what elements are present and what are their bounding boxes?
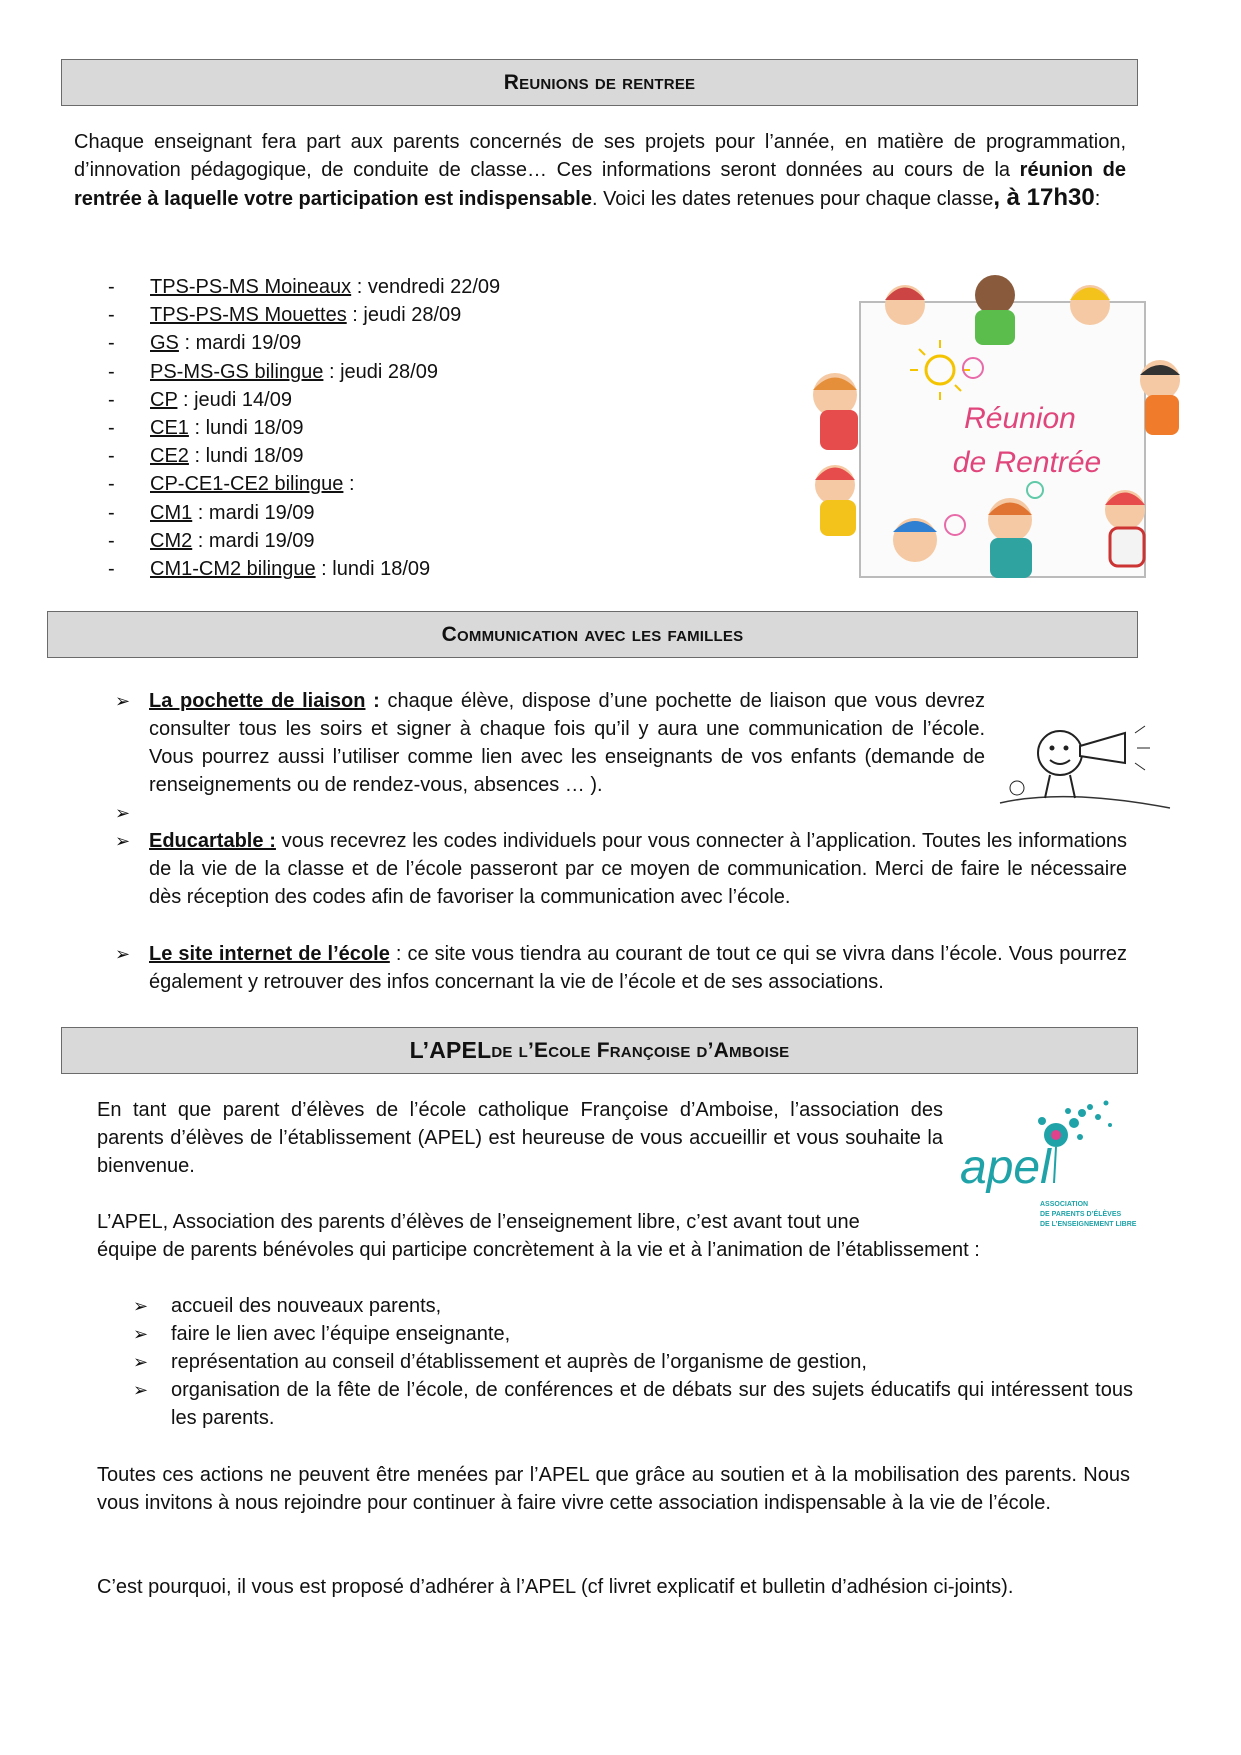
communication-item-site: ➢ Le site internet de l’école : ce site vous tiendra au courant de tout ce qui se vivra dans l’école. Vous pourrez également y retrouver des infos concernant la vie de l’école et de ses associations. <box>115 940 1127 996</box>
list-item: - GS : mardi 19/09 <box>108 332 302 355</box>
apel-logo-word: apel <box>960 1141 1051 1194</box>
section-header-communication <box>47 611 1138 658</box>
reunions-intro: Chaque enseignant fera part aux parents concernés de ses projets pour l’année, en matière de programmation, d’innovation pédagogique, de conduite de classe… Ces informations seront données au cours de la réunion de rentrée à laquelle votre participation est indispensable. Voici les dates retenues pour chaque classe, à 17h30: <box>74 131 1126 211</box>
communication-item-pochette: ➢ La pochette de liaison : chaque élève, dispose d’une pochette de liaison que vous devrez consulter tous les soirs et signer à chaque fois qu’il y aura une communication de l’école. Vous pourrez aussi l’utiliser comme lien avec les enseignants de vos enfants (demande de renseignements ou de rendez-vous, absences … ). <box>115 687 985 799</box>
arrow-bullet-icon: ➢ <box>133 1324 149 1344</box>
section-title: Communication avec les familles <box>441 622 744 646</box>
list-item: - CP-CE1-CE2 bilingue : <box>108 473 355 496</box>
apel-paragraph-4: C’est pourquoi, il vous est proposé d’adhérer à l’APEL (cf livret explicatif et bulletin d’adhésion ci-joints). <box>97 1576 1014 1598</box>
list-item: - TPS-PS-MS Moineaux : vendredi 22/09 <box>108 276 501 298</box>
reunion-illustration <box>805 270 1195 588</box>
list-item: - CM1 : mardi 19/09 <box>108 501 315 524</box>
arrow-bullet-icon: ➢ <box>133 1296 149 1316</box>
apel-paragraph-3: Toutes ces actions ne peuvent être menées par l’APEL que grâce au soutien et à la mobilisation des parents. Nous vous invitons à nous rejoindre pour continuer à faire vivre cette association indispensable à la vie de l’école. <box>97 1464 1130 1514</box>
svg-text:DE L’ENSEIGNEMENT LIBRE: DE L’ENSEIGNEMENT LIBRE <box>1040 1221 1137 1228</box>
apel-paragraph-2b: équipe de parents bénévoles qui participe concrètement à la vie et à l’animation de l’établissement : <box>97 1239 980 1261</box>
list-item: - CE1 : lundi 18/09 <box>108 417 304 440</box>
list-item: - CP : jeudi 14/09 <box>108 388 292 411</box>
apel-actions-list <box>133 1292 1133 1432</box>
arrow-bullet-icon: ➢ <box>115 831 131 851</box>
list-item: ➢ faire le lien avec l’équipe enseignante, <box>133 1320 1133 1348</box>
list-item: - TPS-PS-MS Mouettes : jeudi 28/09 <box>108 304 462 327</box>
list-item: - PS-MS-GS bilingue : jeudi 28/09 <box>108 360 438 383</box>
list-item: ➢ organisation de la fête de l’école, de conférences et de débats sur des sujets éducatifs qui intéressent tous les parents. <box>133 1376 1133 1432</box>
illustration-text-1: Réunion <box>964 402 1076 435</box>
svg-text:DE PARENTS D’ÉLÈVES: DE PARENTS D’ÉLÈVES <box>1040 1211 1122 1218</box>
section-header-apel: L’APEL de l’Ecole Françoise d’Amboise <box>61 1027 1138 1074</box>
arrow-bullet-icon: ➢ <box>115 691 131 711</box>
list-item: ➢ accueil des nouveaux parents, <box>133 1292 1133 1320</box>
apel-paragraph-2a: L’APEL, Association des parents d’élèves de l’enseignement libre, c’est avant tout une <box>97 1211 860 1233</box>
megaphone-illustration <box>995 718 1175 818</box>
list-item: - CM1-CM2 bilingue : lundi 18/09 <box>108 558 431 581</box>
section-title: Reunions de rentree <box>503 70 696 94</box>
section-header-reunions <box>61 59 1138 106</box>
illustration-text-2: de Rentrée <box>952 446 1102 479</box>
svg-text:ASSOCIATION: ASSOCIATION <box>1040 1201 1089 1208</box>
apel-paragraph-1: En tant que parent d’élèves de l’école catholique Françoise d’Amboise, l’association des parents d’élèves de l’établissement (APEL) est heureuse de vous accueillir et vous souhaite la bienvenue. <box>97 1099 943 1177</box>
arrow-bullet-icon: ➢ <box>115 803 131 823</box>
communication-item-empty <box>115 799 155 827</box>
reunion-dates-list <box>108 273 500 583</box>
communication-item-educartable: ➢ Educartable : vous recevrez les codes individuels pour vous connecter à l’application. Toutes les informations de la vie de la classe et de l’école passeront par ce moyen de communication. Merci de faire le nécessaire dès réception des codes afin de favoriser la communication avec l’école. <box>115 827 1127 911</box>
list-item: ➢ représentation au conseil d’établissement et auprès de l’organisme de gestion, <box>133 1348 1133 1376</box>
arrow-bullet-icon: ➢ <box>115 944 131 964</box>
list-item: - CE2 : lundi 18/09 <box>108 445 304 468</box>
arrow-bullet-icon: ➢ <box>133 1352 149 1372</box>
list-item: - CM2 : mardi 19/09 <box>108 529 315 552</box>
arrow-bullet-icon: ➢ <box>133 1380 149 1400</box>
